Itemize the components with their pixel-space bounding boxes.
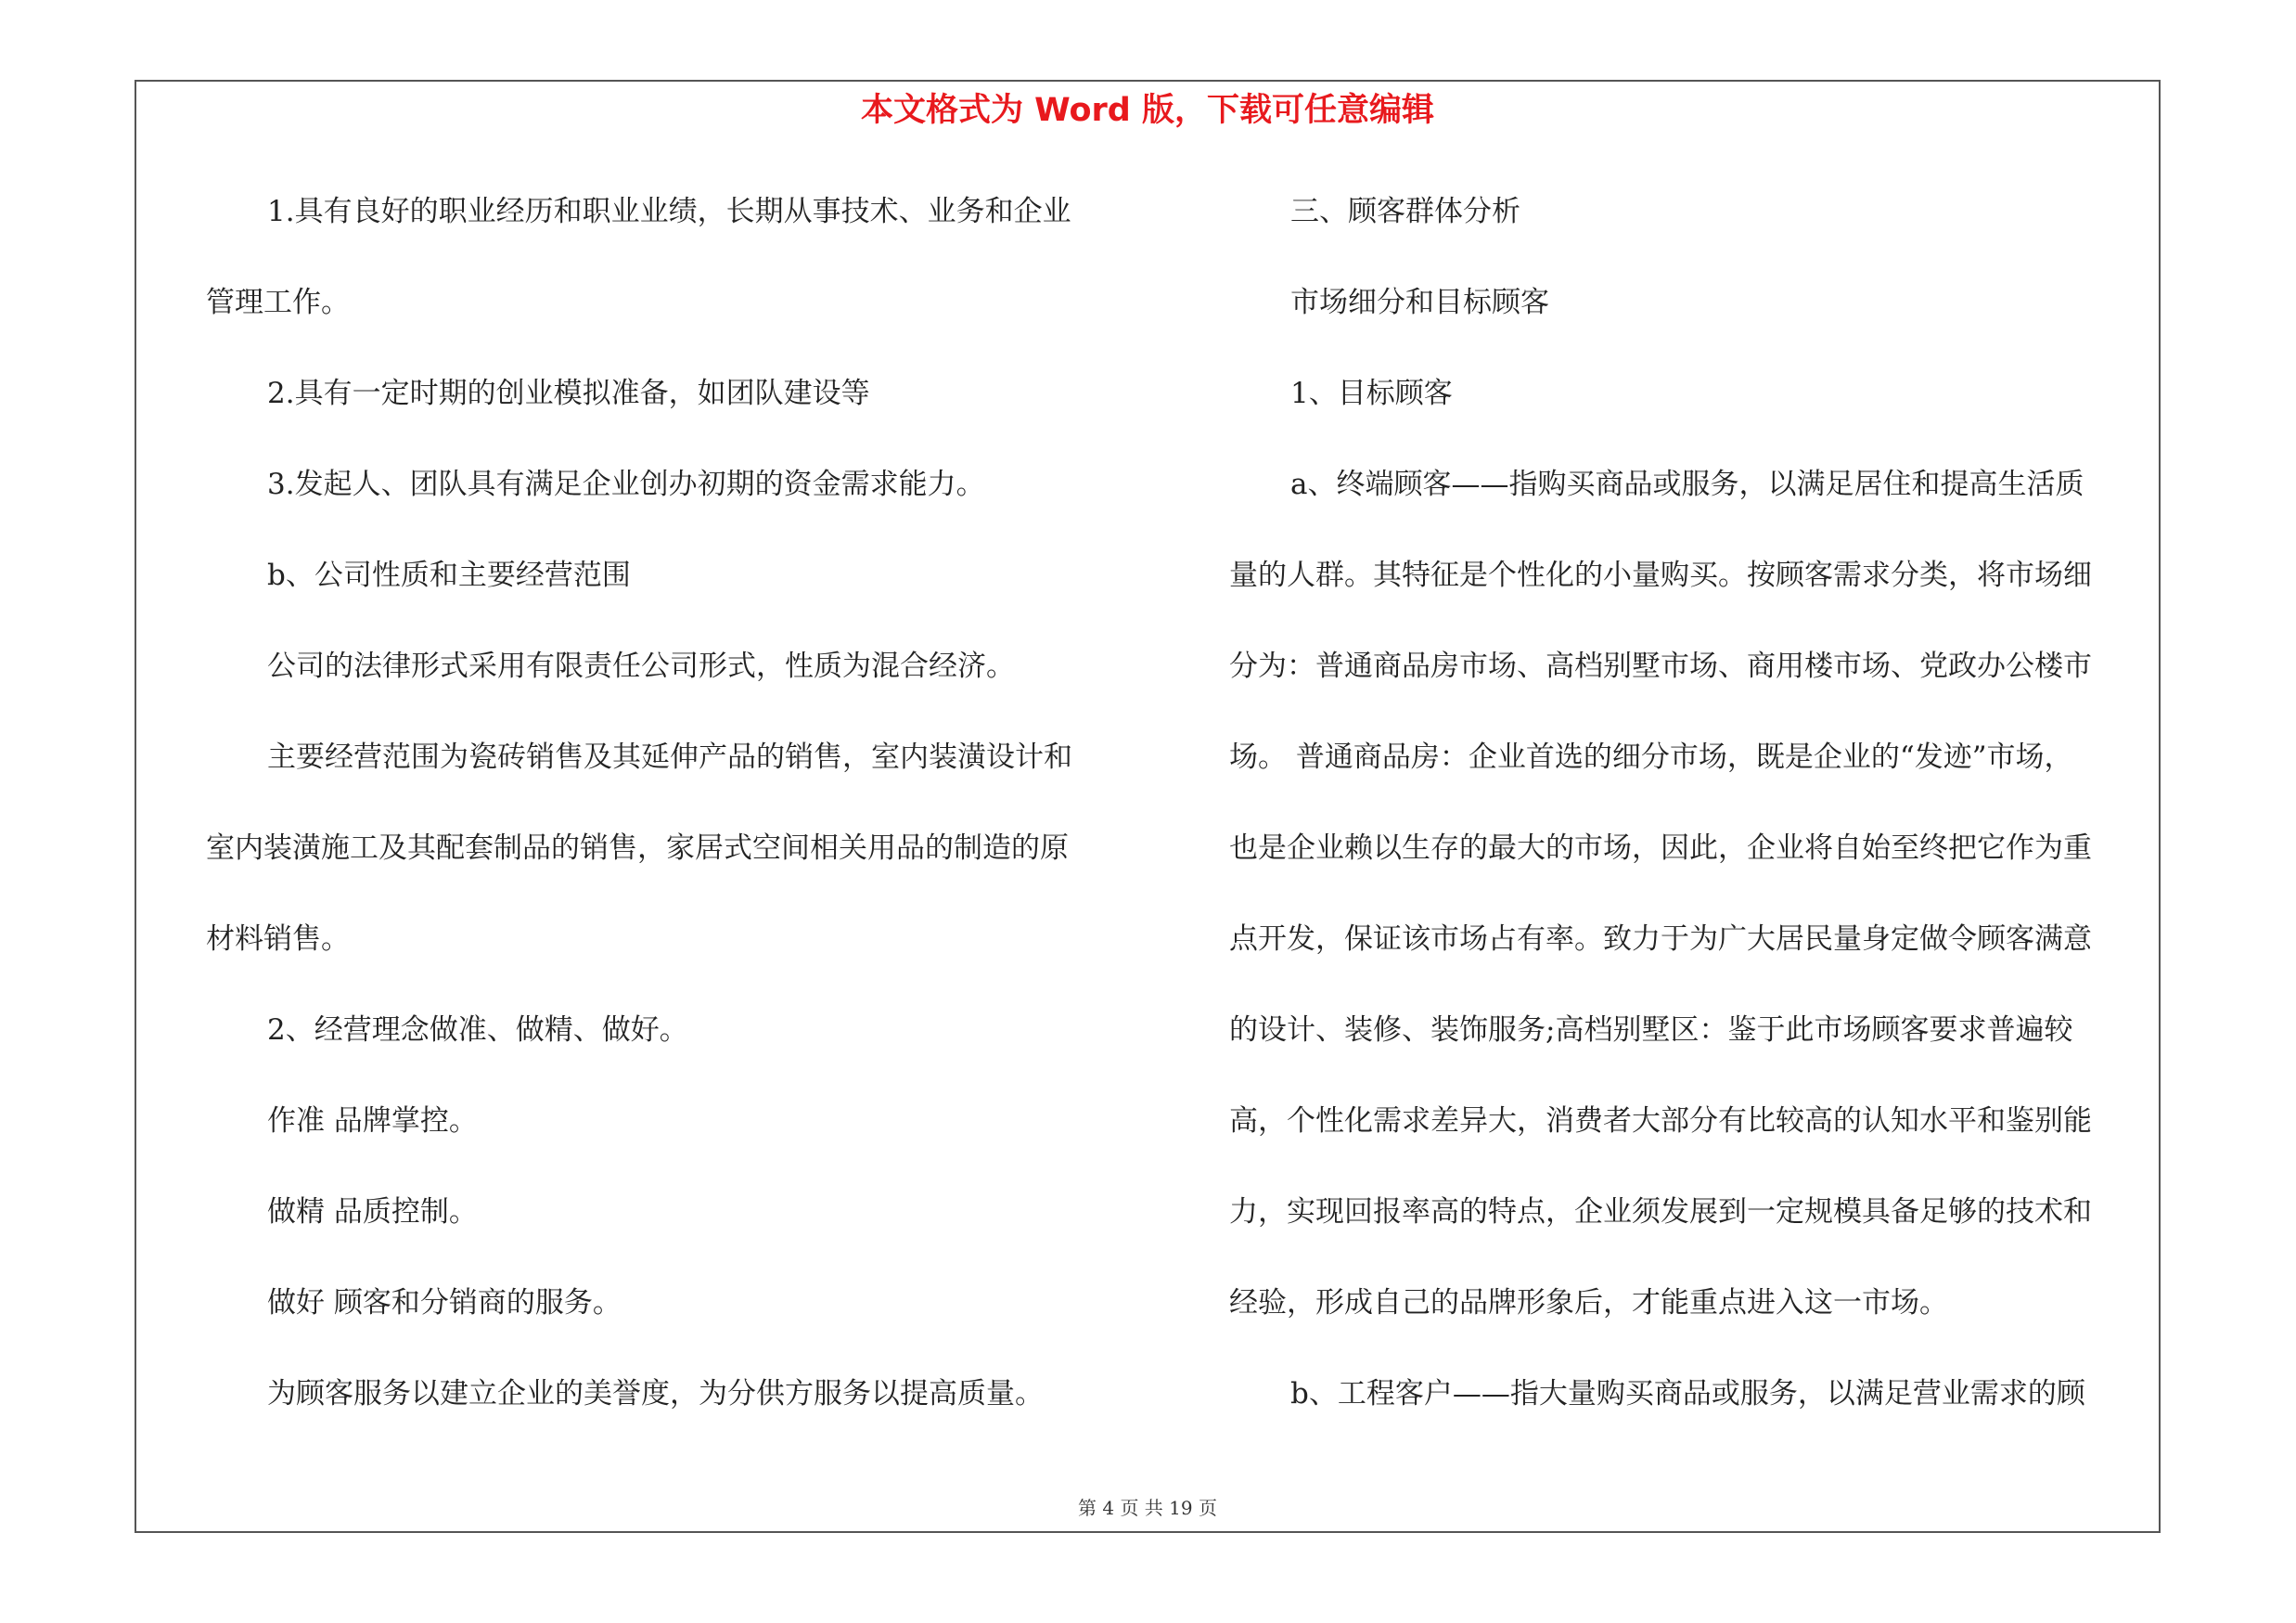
text-line: 公司的法律形式采用有限责任公司形式，性质为混合经济。 <box>267 650 1015 683</box>
text-line: a、终端顾客——指购买商品或服务，以满足居住和提高生活质 <box>1290 468 2084 501</box>
text-line: 做好 顾客和分销商的服务。 <box>267 1286 622 1320</box>
text-line: b、公司性质和主要经营范围 <box>267 559 631 592</box>
text-line: 做精 品质控制。 <box>267 1195 478 1229</box>
text-line: 点开发，保证该市场占有率。致力于为广大居民量身定做令顾客满意 <box>1229 922 2092 956</box>
page-footer: 第 4 页 共 19 页 <box>1078 1497 1217 1519</box>
text-line: 场。 普通商品房：企业首选的细分市场，既是企业的“发迹”市场， <box>1229 741 2073 774</box>
left-column <box>206 179 1124 1452</box>
right-column <box>1229 179 2151 1452</box>
text-line: 管理工作。 <box>206 286 350 319</box>
text-line: 力，实现回报率高的特点，企业须发展到一定规模具备足够的技术和 <box>1229 1195 2092 1229</box>
text-line: 高，个性化需求差异大，消费者大部分有比较高的认知水平和鉴别能 <box>1229 1104 2092 1138</box>
text-line: 量的人群。其特征是个性化的小量购买。按顾客需求分类，将市场细 <box>1229 559 2092 592</box>
watermark-banner: 本文格式为 Word 版，下载可任意编辑 <box>860 92 1435 129</box>
text-line: 2.具有一定时期的创业模拟准备，如团队建设等 <box>267 377 870 410</box>
text-line: 作准 品牌掌控。 <box>267 1104 478 1138</box>
text-line: 材料销售。 <box>206 922 350 956</box>
text-line: 的设计、装修、装饰服务;高档别墅区：鉴于此市场顾客要求普遍较 <box>1229 1013 2073 1047</box>
text-line: 1.具有良好的职业经历和职业业绩，长期从事技术、业务和企业 <box>267 195 1071 228</box>
text-line: 室内装潢施工及其配套制品的销售，家居式空间相关用品的制造的原 <box>206 831 1069 865</box>
text-line: 市场细分和目标顾客 <box>1290 286 1549 319</box>
text-line: 分为：普通商品房市场、高档别墅市场、商用楼市场、党政办公楼市 <box>1229 650 2092 683</box>
text-line: 三、顾客群体分析 <box>1290 195 1520 228</box>
text-line: 也是企业赖以生存的最大的市场，因此，企业将自始至终把它作为重 <box>1229 831 2092 865</box>
text-line: 2、经营理念做准、做精、做好。 <box>267 1013 688 1047</box>
text-line: 1、目标顾客 <box>1290 377 1453 410</box>
text-line: 主要经营范围为瓷砖销售及其延伸产品的销售，室内装潢设计和 <box>267 741 1072 774</box>
text-line: 3.发起人、团队具有满足企业创办初期的资金需求能力。 <box>267 468 985 501</box>
text-line: b、工程客户——指大量购买商品或服务，以满足营业需求的顾 <box>1290 1377 2085 1410</box>
text-line: 经验，形成自己的品牌形象后，才能重点进入这一市场。 <box>1229 1286 1948 1320</box>
text-line: 为顾客服务以建立企业的美誉度，为分供方服务以提高质量。 <box>267 1377 1044 1410</box>
